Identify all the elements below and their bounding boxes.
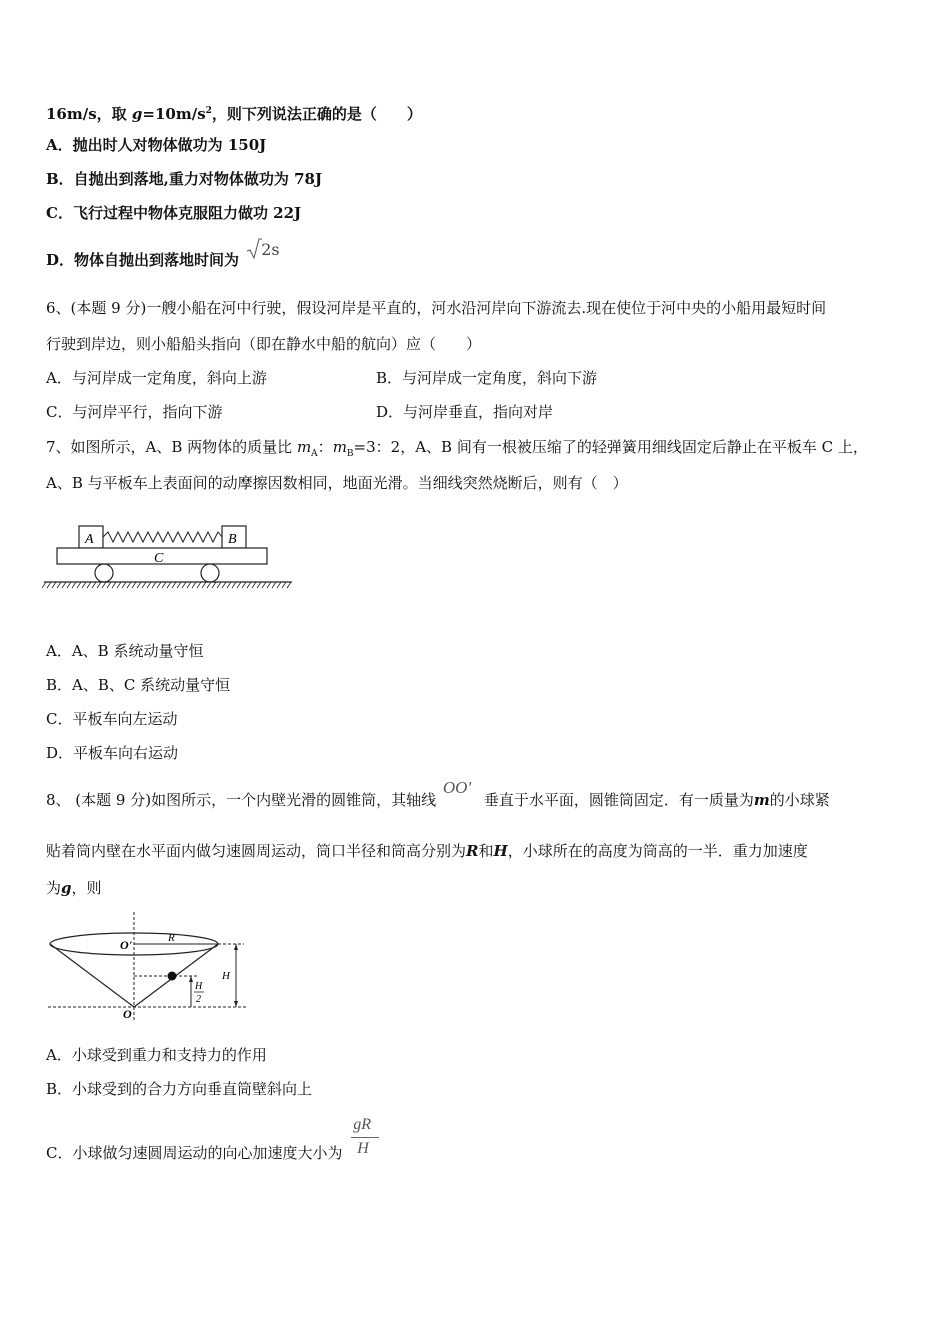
hatch-mark	[242, 582, 246, 588]
ground-hatching	[42, 582, 291, 588]
hatch-mark	[172, 582, 176, 588]
q5-option-a: A．抛出时人对物体做功为 150J	[46, 136, 267, 154]
hatch-mark	[237, 582, 241, 588]
q8-fraction-num: gR	[353, 1116, 372, 1133]
hatch-mark	[262, 582, 266, 588]
sqrt-icon	[246, 238, 262, 260]
q5-sqrt-value: 2s	[261, 240, 280, 259]
hatch-mark	[47, 582, 51, 588]
q7-stem-line2: A、B 与平板车上表面间的动摩擦因数相同，地面光滑。当细线突然烧断后，则有（ ）	[46, 474, 628, 492]
hatch-mark	[102, 582, 106, 588]
q7-option-d: D．平板车向右运动	[46, 744, 179, 762]
q5-sup: 2	[205, 106, 212, 116]
q8-stem-2a: 贴着筒内壁在水平面内做匀速圆周运动，筒口半径和筒高分别为	[46, 842, 467, 860]
wheel-left	[95, 564, 113, 582]
q8-stem-line2	[46, 841, 808, 861]
q8-m: m	[753, 791, 770, 809]
hatch-mark	[52, 582, 56, 588]
q6-option-c: C．与河岸平行，指向下游	[46, 403, 223, 421]
half-height-arrow	[189, 976, 193, 982]
q8-h: H	[493, 842, 508, 860]
hatch-mark	[122, 582, 126, 588]
hatch-mark	[272, 582, 276, 588]
hatch-mark	[197, 582, 201, 588]
spring	[103, 532, 222, 542]
q8-stem-line1	[46, 778, 830, 810]
hatch-mark	[97, 582, 101, 588]
hatch-mark	[267, 582, 271, 588]
hatch-mark	[157, 582, 161, 588]
hatch-mark	[167, 582, 171, 588]
q7-mb: m	[332, 438, 347, 456]
q8-stem-a: 8、 (本题 9 分)如图所示，一个内壁光滑的圆锥筒，其轴线	[46, 791, 437, 809]
hatch-mark	[232, 582, 236, 588]
hatch-mark	[192, 582, 196, 588]
hatch-mark	[92, 582, 96, 588]
q8-stem-line3	[46, 878, 102, 898]
hatch-mark	[82, 582, 86, 588]
q5-option-c: C．飞行过程中物体克服阻力做功 22J	[46, 204, 302, 222]
cart-label: C	[154, 551, 164, 566]
q8-r: R	[466, 842, 479, 860]
height-label: H	[222, 970, 230, 982]
q8-option-c-text: C．小球做匀速圆周运动的向心加速度大小为	[46, 1144, 343, 1162]
hatch-mark	[252, 582, 256, 588]
hatch-mark	[62, 582, 66, 588]
hatch-mark	[187, 582, 191, 588]
hatch-mark	[257, 582, 261, 588]
q8-option-a: A．小球受到重力和支持力的作用	[46, 1046, 267, 1064]
hatch-mark	[247, 582, 251, 588]
q6-options-row1	[46, 368, 906, 388]
hatch-mark	[147, 582, 151, 588]
q7-stem-a: 7、如图所示，A、B 两物体的质量比	[46, 438, 297, 456]
hatch-mark	[207, 582, 211, 588]
hatch-mark	[222, 582, 226, 588]
q8-stem-b: 垂直于水平面，圆锥筒固定．有一质量为	[483, 791, 754, 809]
hatch-mark	[142, 582, 146, 588]
q6-stem-line2: 行驶到岸边，则小船船头指向（即在静水中船的航向）应（ ）	[46, 335, 482, 353]
q5-stem-a: 16m/s，取	[46, 105, 132, 123]
hatch-mark	[87, 582, 91, 588]
q8-fraction	[351, 1116, 381, 1158]
hatch-mark	[227, 582, 231, 588]
hatch-mark	[72, 582, 76, 588]
radius-label: R	[168, 932, 175, 944]
hatch-mark	[137, 582, 141, 588]
q8-cone-figure	[46, 910, 256, 1022]
block-b-label: B	[228, 532, 237, 547]
q5-g: g	[131, 105, 143, 123]
wheel-right	[201, 564, 219, 582]
q8-stem-c: 的小球紧	[769, 791, 830, 809]
q7-option-a: A．A、B 系统动量守恒	[46, 642, 204, 660]
q7-cart-figure	[42, 518, 302, 598]
q8-g: g	[61, 879, 72, 897]
height-arrow-bottom	[234, 1001, 238, 1007]
q7-colon: ：	[317, 438, 333, 456]
q5-sqrt-expression	[246, 240, 279, 260]
q6-option-b: B．与河岸成一定角度，斜向下游	[376, 369, 598, 387]
q7-ma: m	[296, 438, 312, 456]
q5-option-d	[46, 240, 280, 270]
hatch-mark	[112, 582, 116, 588]
half-height-den: 2	[196, 994, 201, 1005]
q6-options-row2	[46, 402, 906, 422]
apex-label: O	[123, 1007, 132, 1021]
q5-stem-c: ，则下列说法正确的是（ ）	[211, 105, 422, 123]
hatch-mark	[107, 582, 111, 588]
hatch-mark	[277, 582, 281, 588]
top-center-label: O'	[120, 938, 132, 952]
ball	[168, 972, 177, 981]
q5-option-d-text: D．物体自抛出到落地时间为	[46, 251, 240, 269]
hatch-mark	[57, 582, 61, 588]
q5-option-b: B．自抛出到落地,重力对物体做功为 78J	[46, 170, 323, 188]
hatch-mark	[77, 582, 81, 588]
hatch-mark	[152, 582, 156, 588]
q6-stem-line1: 6、(本题 9 分)一艘小船在河中行驶，假设河岸是平直的，河水沿河岸向下游流去.现在使位于河中央的小船用最短时间	[46, 299, 827, 317]
hatch-mark	[202, 582, 206, 588]
q8-stem-3a: 为	[46, 879, 62, 897]
hatch-mark	[217, 582, 221, 588]
q7-stem-b: =3：2，A、B 间有一根被压缩了的轻弹簧用细线固定后静止在平板车 C 上，	[353, 438, 868, 456]
hatch-mark	[42, 582, 46, 588]
q6-option-d: D．与河岸垂直，指向对岸	[376, 403, 554, 421]
q5-stem-b: =10m/s	[142, 105, 206, 123]
hatch-mark	[162, 582, 166, 588]
q8-axis: OO'	[442, 778, 472, 797]
q5-stem	[46, 101, 422, 124]
q8-stem-2b: ，小球所在的高度为筒高的一半．重力加速度	[507, 842, 808, 860]
block-a-label: A	[85, 532, 94, 547]
q7-sub-a: A	[311, 449, 318, 459]
hatch-mark	[182, 582, 186, 588]
hatch-mark	[177, 582, 181, 588]
hatch-mark	[212, 582, 216, 588]
q6-option-a: A．与河岸成一定角度，斜向上游	[46, 369, 267, 387]
q8-fraction-bar	[351, 1137, 379, 1138]
q7-option-c: C．平板车向左运动	[46, 710, 178, 728]
height-arrow-top	[234, 944, 238, 950]
hatch-mark	[127, 582, 131, 588]
q7-stem-line1	[46, 437, 868, 464]
q8-and: 和	[478, 842, 494, 860]
q8-fraction-den: H	[357, 1140, 369, 1157]
hatch-mark	[287, 582, 291, 588]
hatch-mark	[67, 582, 71, 588]
q7-sub-b: B	[346, 449, 354, 459]
q8-stem-3b: ，则	[71, 879, 102, 897]
hatch-mark	[282, 582, 286, 588]
hatch-mark	[117, 582, 121, 588]
q8-option-c	[46, 1116, 381, 1163]
half-height-num: H	[195, 981, 203, 992]
q8-option-b: B．小球受到的合力方向垂直筒壁斜向上	[46, 1080, 313, 1098]
q7-option-b: B．A、B、C 系统动量守恒	[46, 676, 231, 694]
hatch-mark	[132, 582, 136, 588]
